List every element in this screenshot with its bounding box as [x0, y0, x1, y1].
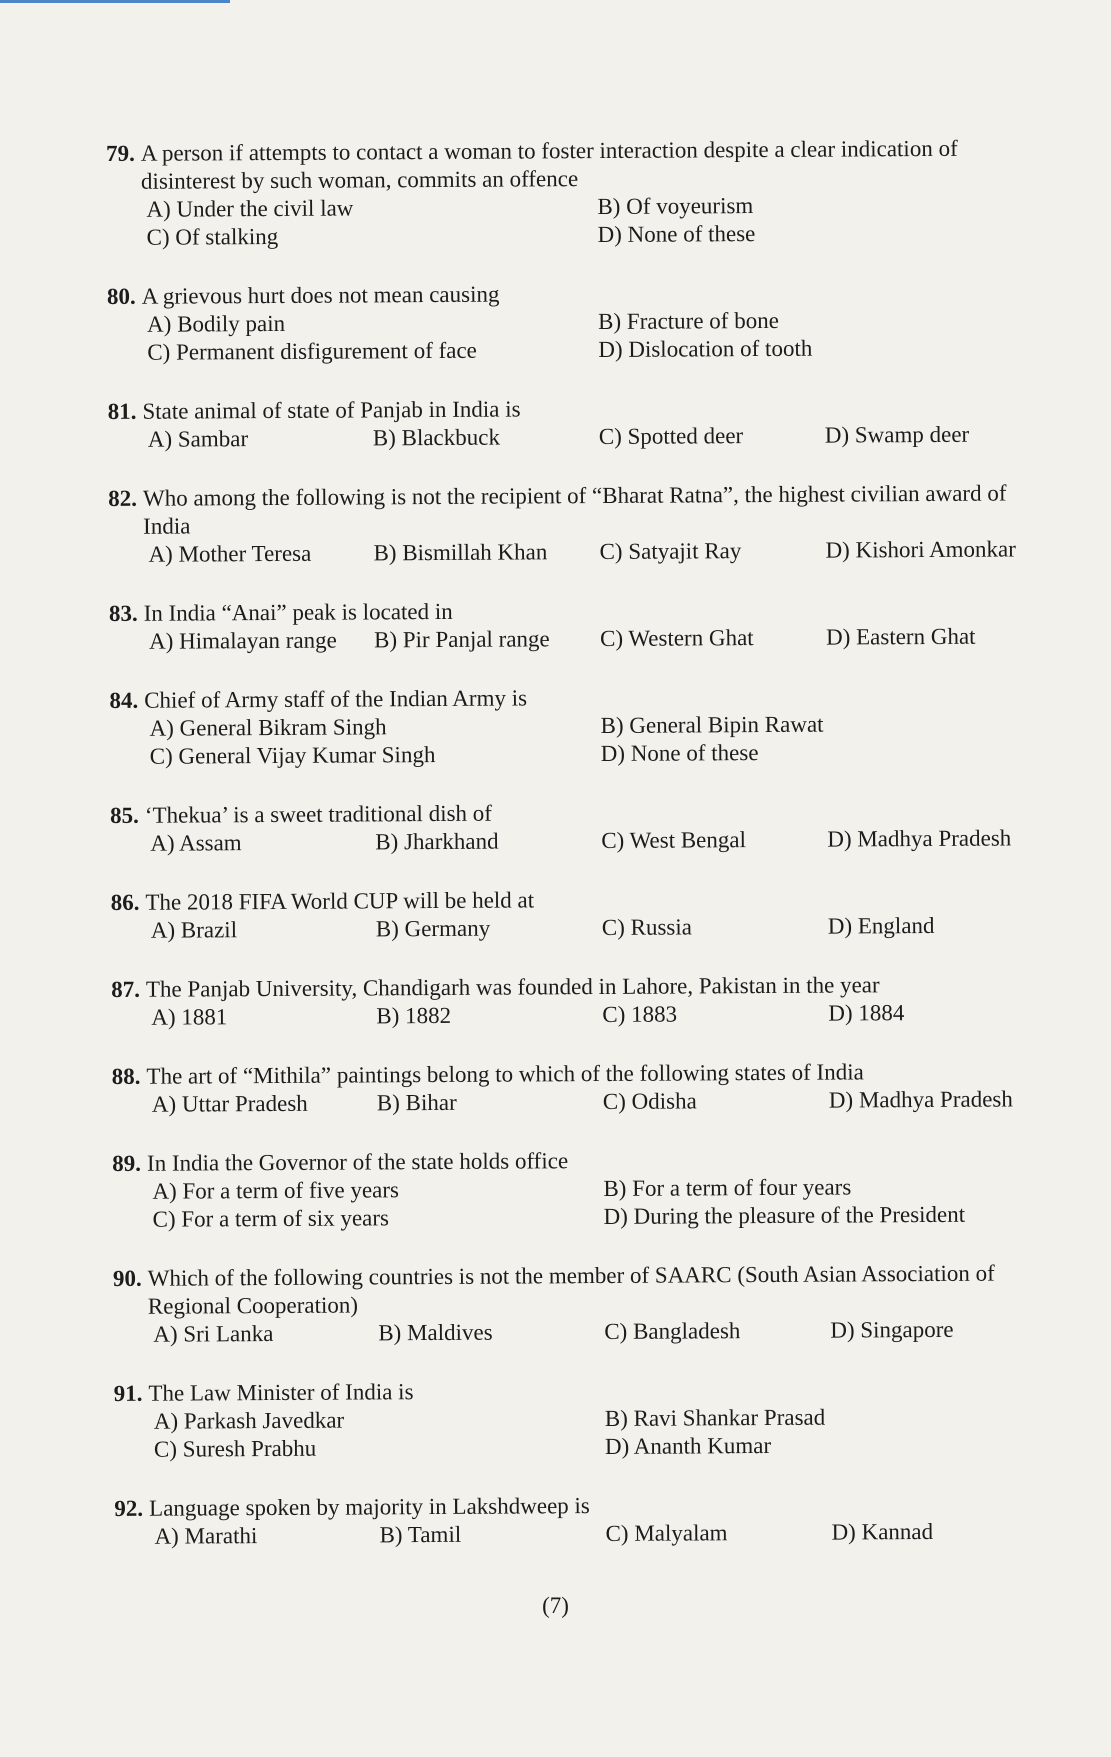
question-number: 82. [108, 485, 138, 511]
answer-option-d: D) Madhya Pradesh [827, 825, 1012, 852]
answer-option-c: C) General Vijay Kumar Singh [149, 741, 436, 769]
question-text: In India “Anai” peak is located in [143, 598, 453, 626]
answer-option-b: B) 1882 [376, 1002, 452, 1029]
question-stem [108, 479, 1058, 541]
answer-option-c: C) Odisha [602, 1088, 697, 1114]
answer-option-b: B) Blackbuck [372, 424, 501, 451]
answer-option-a: A) Himalayan range [148, 627, 337, 654]
question-86 [111, 883, 1061, 945]
answer-option-b: B) Jharkhand [375, 828, 499, 855]
answer-option-c: C) Suresh Prabhu [153, 1435, 317, 1462]
answer-option-c: C) West Bengal [601, 827, 747, 853]
answer-option-c: C) Permanent disfigurement of face [147, 337, 477, 365]
question-number: 86. [110, 889, 140, 915]
answer-option-b: B) For a term of four years [603, 1174, 852, 1201]
question-81 [108, 392, 1058, 454]
question-number: 92. [114, 1495, 144, 1521]
answer-option-d: D) During the pleasure of the President [603, 1201, 966, 1229]
answer-option-a: A) Sri Lanka [153, 1321, 274, 1347]
question-number: 80. [106, 283, 136, 309]
answer-option-b: B) Bismillah Khan [373, 539, 548, 566]
answer-options [113, 1315, 1063, 1349]
answer-options [106, 190, 1056, 252]
answer-option-d: D) Singapore [830, 1316, 954, 1343]
answer-options [114, 1402, 1064, 1464]
answer-option-a: A) Sambar [147, 426, 249, 452]
question-text: ‘Thekua’ is a sweet traditional dish of [144, 800, 492, 828]
answer-options [112, 1172, 1062, 1234]
answer-options [112, 1085, 1062, 1119]
answer-option-b: B) Pir Panjal range [373, 626, 550, 653]
answer-option-c: C) Spotted deer [598, 423, 744, 449]
answer-option-a: A) General Bikram Singh [149, 714, 387, 741]
answer-options [111, 911, 1061, 945]
question-number: 89. [112, 1150, 142, 1176]
question-92 [114, 1489, 1064, 1551]
answer-option-a: A) Bodily pain [147, 310, 286, 337]
answer-options [108, 420, 1058, 454]
question-82 [108, 479, 1058, 569]
question-number: 84. [109, 687, 139, 713]
answer-options [111, 998, 1061, 1032]
answer-options [107, 305, 1057, 367]
question-80 [107, 277, 1057, 367]
answer-option-a: A) 1881 [151, 1004, 228, 1030]
answer-option-d: D) 1884 [828, 1000, 905, 1026]
question-90 [113, 1259, 1063, 1349]
answer-option-a: A) Uttar Pradesh [151, 1090, 308, 1117]
question-number: 91. [113, 1380, 143, 1406]
answer-option-c: C) Western Ghat [599, 625, 754, 651]
question-text: State animal of state of Panjab in India is [142, 396, 521, 424]
question-85 [110, 796, 1060, 858]
answer-option-d: D) None of these [600, 740, 759, 766]
question-text: Language spoken by majority in Lakshdweep is [149, 1493, 590, 1521]
question-text: The Panjab University, Chandigarh was founded in Lahore, Pakistan in the year [145, 972, 880, 1002]
answer-option-b: B) Maldives [378, 1319, 493, 1346]
question-83 [109, 594, 1059, 656]
question-text: Who among the following is not the recipient of “Bharat Ratna”, the highest civilian award of India [142, 480, 1007, 539]
question-number: 83. [108, 600, 138, 626]
question-number: 79. [106, 140, 135, 166]
answer-option-a: A) Parkash Javedkar [153, 1407, 345, 1434]
question-number: 87. [111, 976, 141, 1002]
answer-option-b: B) Bihar [376, 1089, 457, 1116]
question-89 [112, 1144, 1062, 1234]
answer-option-d: D) Swamp deer [824, 421, 970, 448]
question-text: The 2018 FIFA World CUP will be held at [145, 887, 535, 915]
answer-option-a: A) Brazil [150, 917, 238, 943]
answer-option-c: C) For a term of six years [152, 1205, 390, 1232]
answer-option-b: B) General Bipin Rawat [600, 711, 824, 738]
answer-option-c: C) 1883 [602, 1001, 678, 1027]
top-edge-rule [0, 0, 230, 3]
question-84 [109, 681, 1059, 771]
answer-option-d: D) England [827, 912, 935, 939]
question-stem [113, 1259, 1063, 1321]
answer-options [109, 622, 1059, 656]
answer-options [110, 824, 1060, 858]
answer-option-a: A) Assam [150, 830, 242, 856]
page-number: (7) [542, 1593, 569, 1618]
answer-option-c: C) Satyajit Ray [599, 538, 742, 564]
question-text: A grievous hurt does not mean causing [141, 281, 500, 309]
question-number: 88. [111, 1063, 141, 1089]
question-88 [112, 1057, 1062, 1119]
answer-option-d: D) Kishori Amonkar [825, 536, 1016, 563]
question-text: The Law Minister of India is [148, 1379, 414, 1406]
answer-option-c: C) Russia [601, 914, 692, 940]
answer-option-b: B) Fracture of bone [598, 307, 779, 334]
answer-option-c: C) Of stalking [146, 223, 279, 250]
question-79 [106, 134, 1057, 252]
question-text: Which of the following countries is not the member of SAARC (South Asian Association of Regional Cooperation) [147, 1260, 995, 1319]
question-87 [111, 970, 1061, 1032]
question-stem [106, 134, 1056, 196]
question-91 [114, 1374, 1064, 1464]
answer-option-b: B) Germany [375, 915, 491, 942]
answer-options [108, 535, 1058, 569]
answer-option-c: C) Bangladesh [604, 1318, 741, 1344]
answer-option-a: A) Mother Teresa [148, 540, 312, 567]
answer-options [110, 709, 1060, 771]
answer-option-a: A) For a term of five years [152, 1177, 400, 1204]
answer-option-c: C) Malyalam [605, 1520, 728, 1546]
question-sheet [106, 134, 1065, 1582]
answer-option-b: B) Of voyeurism [597, 193, 754, 219]
question-text: In India the Governor of the state holds office [146, 1148, 569, 1176]
answer-option-d: D) Dislocation of tooth [598, 335, 813, 362]
answer-option-b: B) Ravi Shankar Prasad [604, 1404, 826, 1431]
question-text: Chief of Army staff of the Indian Army is [144, 685, 528, 713]
answer-option-d: D) Ananth Kumar [604, 1432, 772, 1459]
answer-option-b: B) Tamil [379, 1521, 462, 1548]
answer-option-a: A) Under the civil law [146, 195, 354, 222]
answer-option-d: D) Kannad [831, 1518, 934, 1545]
question-number: 85. [110, 802, 139, 828]
answer-option-d: D) Madhya Pradesh [828, 1086, 1013, 1113]
answer-option-a: A) Marathi [154, 1523, 258, 1549]
answer-option-d: D) Eastern Ghat [825, 623, 976, 650]
question-number: 90. [112, 1265, 142, 1291]
question-text: A person if attempts to contact a woman to foster interaction despite a clear indication of disinterest by such woman, commits an offence [140, 135, 958, 194]
question-number: 81. [107, 398, 137, 424]
answer-option-d: D) None of these [597, 221, 756, 247]
question-text: The art of “Mithila” paintings belong to which of the following states of India [146, 1059, 864, 1089]
answer-options [114, 1517, 1064, 1551]
